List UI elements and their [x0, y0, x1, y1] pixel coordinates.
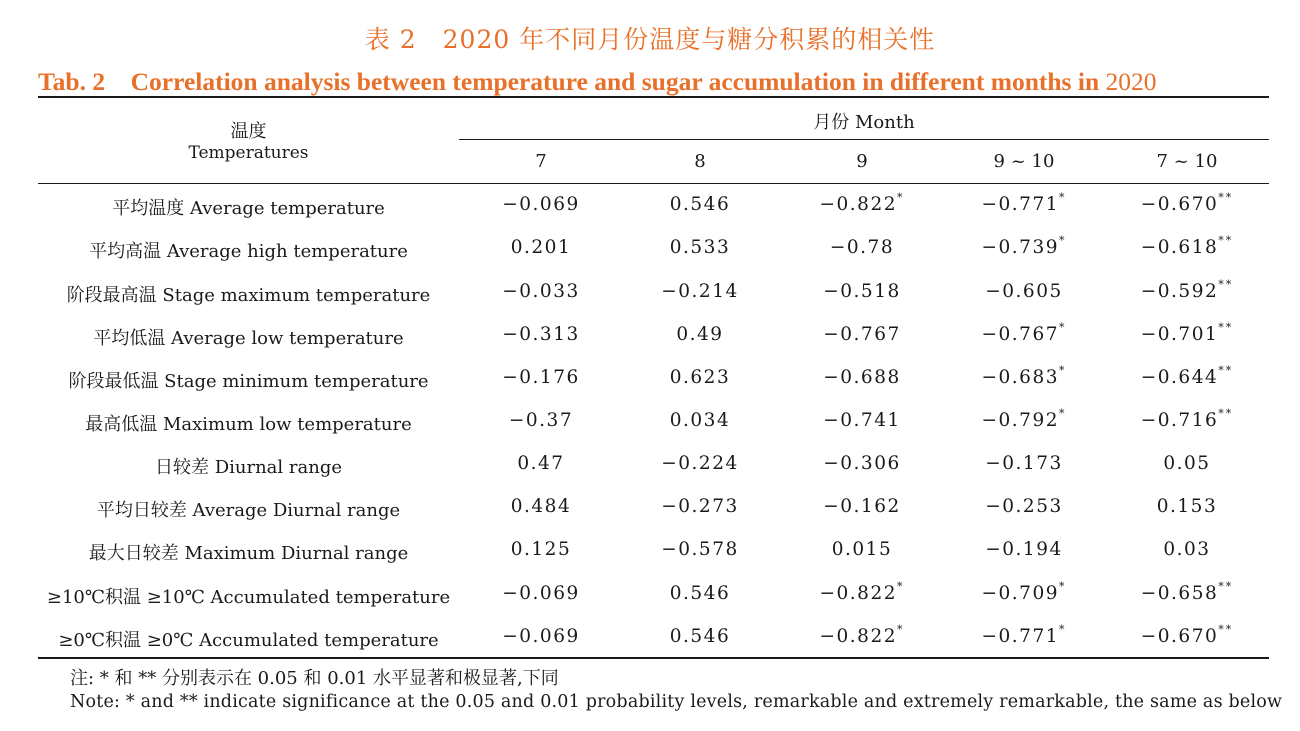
cell-value: −0.069	[502, 583, 580, 604]
table-cell	[460, 410, 622, 431]
table-cell	[460, 194, 622, 215]
cell-value: −0.683	[981, 367, 1059, 388]
row-label: 平均日较差 Average Diurnal range	[96, 500, 401, 521]
cell-value: −0.224	[661, 453, 739, 474]
table-cell	[1106, 623, 1268, 647]
significance-mark: *	[896, 580, 905, 593]
table-cell	[1106, 539, 1268, 560]
cell-value: −0.605	[985, 281, 1063, 302]
table-cell	[619, 496, 781, 517]
significance-mark: **	[1218, 191, 1234, 204]
row-label: ≥10℃积温 ≥10℃ Accumulated temperature	[46, 587, 451, 608]
table-cell	[781, 191, 943, 215]
cell-value: −0.069	[502, 626, 580, 647]
cell-value: −0.670	[1140, 626, 1219, 647]
footnote-chinese: 注: * 和 ** 分别表示在 0.05 和 0.01 水平显著和极显著,下同	[70, 668, 559, 689]
footnote-english: Note: * and ** indicate significance at the 0.05 and 0.01 probability levels, remarkable and extremely remarkable, the same as below	[70, 692, 1283, 712]
cell-value: −0.767	[823, 324, 901, 345]
table-cell	[1106, 278, 1268, 302]
cell-value: 0.484	[510, 496, 572, 517]
cell-value: 0.034	[669, 410, 731, 431]
table-cell	[1106, 496, 1268, 517]
table-cell	[943, 453, 1105, 474]
table-cell	[781, 539, 943, 560]
table-cell	[460, 324, 622, 345]
table-cell	[1106, 191, 1268, 215]
cell-value: −0.771	[981, 626, 1059, 647]
cell-value: −0.670	[1140, 194, 1219, 215]
row-label: 最大日较差 Maximum Diurnal range	[88, 543, 409, 564]
table-cell	[619, 626, 781, 647]
table-cell	[460, 539, 622, 560]
column-header: 7 ~ 10	[1156, 151, 1218, 172]
table-cell	[943, 623, 1105, 647]
significance-mark: *	[1058, 623, 1067, 636]
header-rule	[38, 183, 1269, 184]
cell-value: −0.253	[985, 496, 1063, 517]
table-cell	[619, 453, 781, 474]
row-label: 平均高温 Average high temperature	[89, 241, 408, 262]
cell-value: −0.273	[661, 496, 739, 517]
row-label: ≥0℃积温 ≥0℃ Accumulated temperature	[58, 630, 439, 651]
bottom-rule	[38, 657, 1269, 659]
table-cell	[1106, 234, 1268, 258]
table-cell	[460, 626, 622, 647]
top-rule	[38, 96, 1269, 98]
row-label: 平均低温 Average low temperature	[93, 328, 404, 349]
table-cell	[619, 324, 781, 345]
cell-value: −0.162	[823, 496, 901, 517]
significance-mark: **	[1218, 623, 1234, 636]
cell-value: −0.592	[1140, 281, 1219, 302]
significance-mark: *	[1058, 407, 1067, 420]
table-cell	[943, 364, 1105, 388]
table-cell	[460, 367, 622, 388]
cell-value: −0.214	[661, 281, 739, 302]
table-title-english	[38, 62, 1270, 98]
table-cell	[460, 496, 622, 517]
table-cell	[460, 237, 622, 258]
cell-value: 0.015	[831, 539, 893, 560]
significance-mark: *	[1058, 580, 1067, 593]
row-label: 日较差 Diurnal range	[154, 457, 342, 478]
column-header: 9 ~ 10	[993, 151, 1055, 172]
table-cell	[781, 496, 943, 517]
table-cell	[781, 410, 943, 431]
cell-value: −0.739	[981, 237, 1059, 258]
cell-value: −0.306	[823, 453, 901, 474]
cell-value: −0.709	[981, 583, 1059, 604]
cell-value: −0.741	[823, 410, 901, 431]
cell-value: 0.546	[669, 583, 731, 604]
significance-mark: *	[896, 191, 905, 204]
cell-value: −0.771	[981, 194, 1059, 215]
cell-value: 0.533	[669, 237, 731, 258]
cell-value: −0.701	[1140, 324, 1219, 345]
significance-mark: *	[1058, 234, 1067, 247]
table-cell	[781, 453, 943, 474]
cell-value: −0.688	[823, 367, 901, 388]
cell-value: −0.033	[502, 281, 580, 302]
cell-value: 0.47	[517, 453, 565, 474]
table-cell	[619, 194, 781, 215]
table-cell	[943, 321, 1105, 345]
table-cell	[781, 281, 943, 302]
table-cell	[1106, 453, 1268, 474]
table-cell	[781, 580, 943, 604]
significance-mark: **	[1218, 321, 1234, 334]
significance-mark: **	[1218, 364, 1234, 377]
row-label: 阶段最高温 Stage maximum temperature	[66, 285, 431, 306]
significance-mark: *	[896, 623, 905, 636]
cell-value: 0.201	[510, 237, 572, 258]
cell-value: −0.194	[985, 539, 1063, 560]
row-label: 阶段最低温 Stage minimum temperature	[68, 371, 429, 392]
cell-value: −0.518	[823, 281, 901, 302]
cell-value: −0.069	[502, 194, 580, 215]
cell-value: 0.153	[1156, 496, 1218, 517]
column-header: 8	[694, 151, 706, 172]
significance-mark: **	[1218, 234, 1234, 247]
cell-value: −0.176	[502, 367, 580, 388]
significance-mark: **	[1218, 580, 1234, 593]
cell-value: −0.822	[819, 583, 897, 604]
table-cell	[943, 407, 1105, 431]
cell-value: −0.173	[985, 453, 1063, 474]
cell-value: 0.05	[1163, 453, 1211, 474]
table-cell	[943, 234, 1105, 258]
cell-value: −0.78	[829, 237, 895, 258]
cell-value: −0.37	[508, 410, 574, 431]
column-header: 9	[856, 151, 868, 172]
cell-value: −0.618	[1140, 237, 1219, 258]
cell-value: 0.125	[510, 539, 572, 560]
cell-value: 0.546	[669, 194, 731, 215]
table-cell	[781, 367, 943, 388]
table-cell	[943, 281, 1105, 302]
table-cell	[460, 453, 622, 474]
significance-mark: *	[1058, 191, 1067, 204]
table-title-english-text: Tab. 2 Correlation analysis between temperature and sugar accumulation in different months in	[38, 67, 1106, 96]
cell-value: 0.623	[669, 367, 731, 388]
table-cell	[460, 281, 622, 302]
header-month: 月份 Month	[813, 112, 915, 133]
cell-value: −0.658	[1140, 583, 1219, 604]
cell-value: −0.313	[502, 324, 580, 345]
table-cell	[460, 583, 622, 604]
cell-value: −0.792	[981, 410, 1059, 431]
table-cell	[619, 237, 781, 258]
cell-value: −0.822	[819, 194, 897, 215]
significance-mark: *	[1058, 364, 1067, 377]
significance-mark: **	[1218, 278, 1234, 291]
table-cell	[943, 539, 1105, 560]
cell-value: 0.03	[1163, 539, 1211, 560]
cell-value: 0.49	[676, 324, 724, 345]
table-cell	[943, 580, 1105, 604]
table-cell	[619, 367, 781, 388]
row-label: 平均温度 Average temperature	[112, 198, 385, 219]
table-cell	[1106, 580, 1268, 604]
cell-value: 0.546	[669, 626, 731, 647]
table-title-chinese: 表 2 2020 年不同月份温度与糖分积累的相关性	[364, 25, 936, 54]
table-cell	[619, 539, 781, 560]
table-cell	[1106, 407, 1268, 431]
significance-mark: *	[1058, 321, 1067, 334]
cell-value: −0.716	[1140, 410, 1219, 431]
table-cell	[619, 410, 781, 431]
table-title-year: 2020	[1105, 67, 1157, 96]
header-temperature-en: Temperatures	[188, 143, 309, 163]
header-temperature-cn: 温度	[230, 121, 267, 142]
table-cell	[619, 583, 781, 604]
cell-value: −0.822	[819, 626, 897, 647]
row-label: 最高低温 Maximum low temperature	[85, 414, 412, 435]
column-header: 7	[535, 151, 547, 172]
table-cell	[781, 623, 943, 647]
cell-value: −0.578	[661, 539, 739, 560]
table-cell	[781, 237, 943, 258]
month-rule	[459, 139, 1269, 140]
table-cell	[619, 281, 781, 302]
significance-mark: **	[1218, 407, 1234, 420]
table-cell	[943, 191, 1105, 215]
table-cell	[1106, 321, 1268, 345]
table-cell	[1106, 364, 1268, 388]
cell-value: −0.767	[981, 324, 1059, 345]
table-cell	[781, 324, 943, 345]
cell-value: −0.644	[1140, 367, 1219, 388]
table-cell	[943, 496, 1105, 517]
